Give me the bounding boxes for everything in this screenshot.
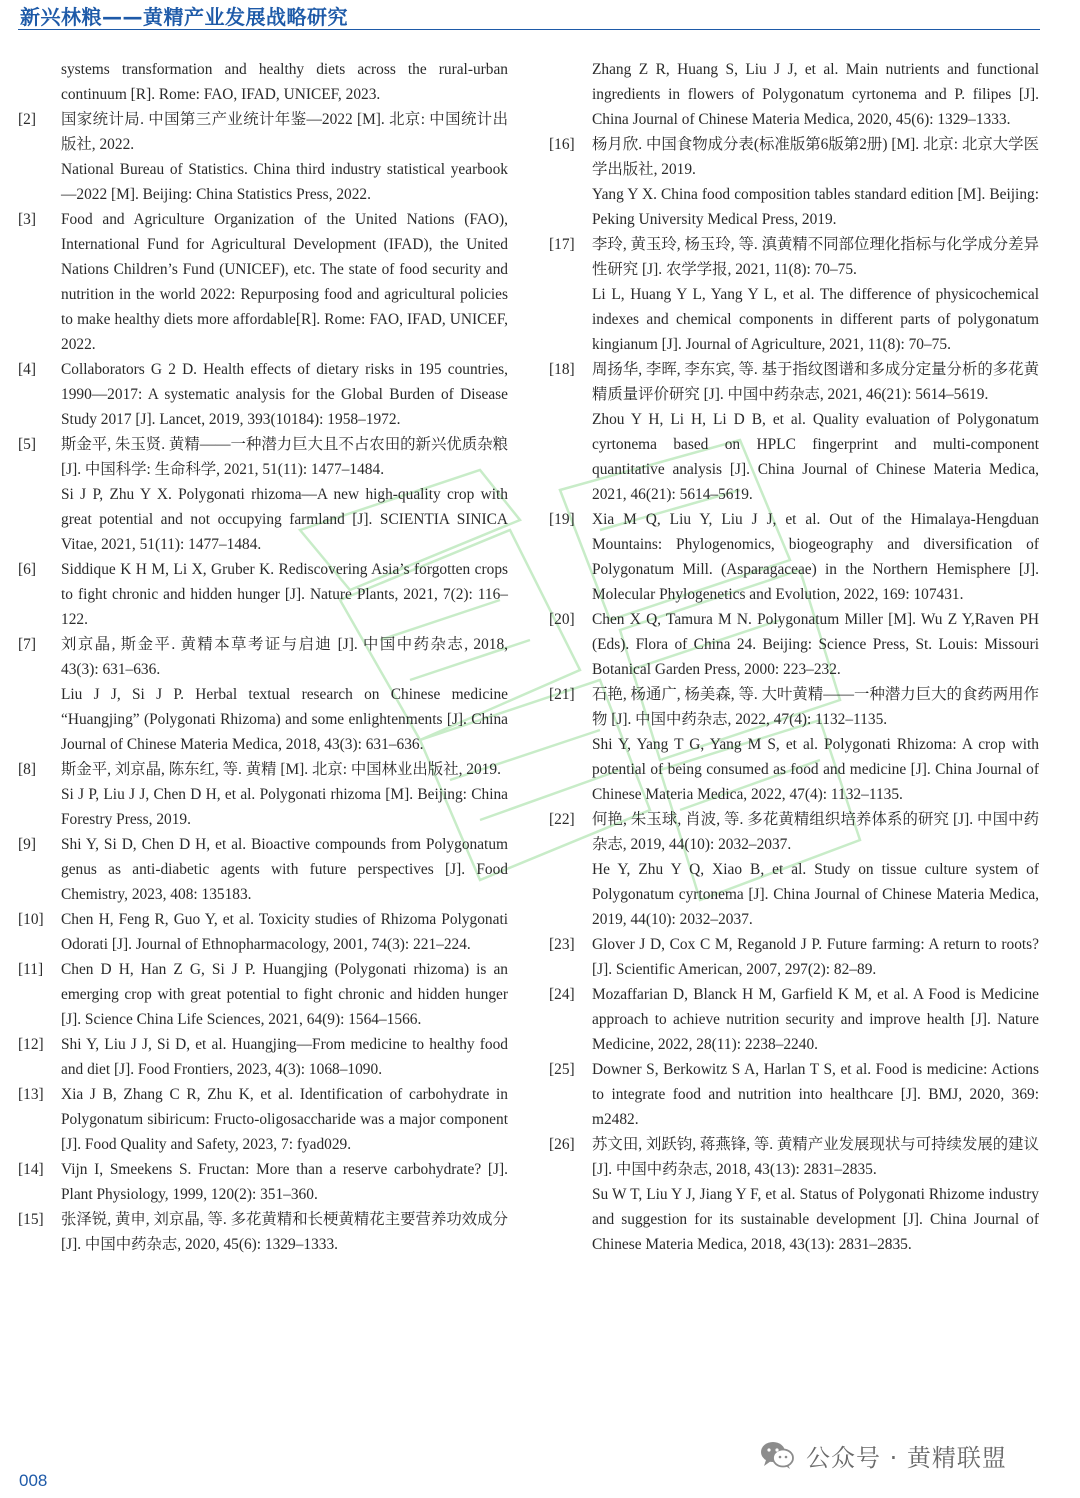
reference-number: [7]: [18, 636, 36, 653]
reference-entry: [18, 832, 508, 907]
reference-entry: [18, 557, 508, 632]
reference-text: Yang Y X. China food composition tables standard edition [M]. Beijing: Peking University Medical Press, 2019.: [592, 186, 1039, 228]
reference-body: [592, 1132, 1039, 1257]
reference-entry: [18, 207, 508, 357]
reference-text: He Y, Zhu Y Q, Xiao B, et al. Study on tissue culture system of Polygonatum cyrtonema [J]. China Journal of Chinese Materia Medica, 2019, 44(10): 2032–2037.: [592, 861, 1039, 928]
reference-entry: [549, 807, 1039, 932]
reference-number: [15]: [18, 1211, 44, 1228]
reference-number: [20]: [549, 611, 575, 628]
reference-number: [21]: [549, 686, 575, 703]
reference-entry: [18, 907, 508, 957]
reference-body: [61, 632, 508, 757]
reference-entry: [18, 57, 508, 107]
reference-text: Chen H, Feng R, Guo Y, et al. Toxicity studies of Rhizoma Polygonati Odorati [J]. Journal of Ethnopharmacology, 2001, 74(3): 221–224.: [61, 911, 508, 953]
reference-number: [11]: [18, 961, 44, 978]
reference-body: [592, 232, 1039, 357]
reference-entry: [18, 357, 508, 432]
reference-number: [6]: [18, 561, 36, 578]
reference-text: Su W T, Liu Y J, Jiang Y F, et al. Status of Polygonati Rhizome industry and suggestion for its sustainable development [J]. China Journal of Chinese Materia Medica, 2018, 43(13): 2831–2835.: [592, 1186, 1039, 1253]
reference-body: [61, 357, 508, 432]
reference-entry: [549, 57, 1039, 132]
reference-text: 周扬华, 李晖, 李东宾, 等. 基于指纹图谱和多成分定量分析的多花黄精质量评价研究 [J]. 中国中药杂志, 2021, 46(21): 5614–5619.: [592, 361, 1039, 403]
reference-text: National Bureau of Statistics. China third industry statistical yearbook—2022 [M]. Beijing: China Statistics Press, 2022.: [61, 161, 508, 203]
reference-number: [19]: [549, 511, 575, 528]
reference-number: [10]: [18, 911, 44, 928]
reference-entry: [18, 1207, 508, 1257]
reference-text: 苏文田, 刘跃钧, 蒋燕锋, 等. 黄精产业发展现状与可持续发展的建议 [J]. 中国中药杂志, 2018, 43(13): 2831–2835.: [592, 1136, 1039, 1178]
reference-number: [18]: [549, 361, 575, 378]
reference-body: [592, 357, 1039, 507]
reference-body: [61, 957, 508, 1032]
reference-text: Vijn I, Smeekens S. Fructan: More than a reserve carbohydrate? [J]. Plant Physiology, 1999, 120(2): 351–360.: [61, 1161, 508, 1203]
reference-text: 何艳, 朱玉球, 肖波, 等. 多花黄精组织培养体系的研究 [J]. 中国中药杂志, 2019, 44(10): 2032–2037.: [592, 811, 1039, 853]
reference-text: Zhou Y H, Li H, Li D B, et al. Quality evaluation of Polygonatum cyrtonema based on HPLC fingerprint and multi-component quantitative analysis [J]. China Journal of Chinese Materia Medica, 2021, 46(21): 5614–5619.: [592, 411, 1039, 503]
reference-text: 石艳, 杨通广, 杨美森, 等. 大叶黄精——一种潜力巨大的食药两用作物 [J]. 中国中药杂志, 2022, 47(4): 1132–1135.: [592, 686, 1039, 728]
reference-body: [61, 107, 508, 207]
reference-entry: [549, 357, 1039, 507]
reference-entry: [549, 232, 1039, 357]
reference-entry: [549, 132, 1039, 232]
reference-entry: [549, 982, 1039, 1057]
page-header: [0, 0, 1080, 34]
reference-body: [592, 932, 1039, 982]
reference-text: 斯金平, 朱玉贤. 黄精——一种潜力巨大且不占农田的新兴优质杂粮 [J]. 中国科学: 生命科学, 2021, 51(11): 1477–1484.: [61, 436, 508, 478]
reference-number: [4]: [18, 361, 36, 378]
reference-entry: [18, 432, 508, 557]
reference-number: [25]: [549, 1061, 575, 1078]
reference-body: [592, 982, 1039, 1057]
reference-body: [592, 1057, 1039, 1132]
reference-entry: [18, 1082, 508, 1157]
reference-text: Xia M Q, Liu Y, Liu J J, et al. Out of the Himalaya-Hengduan Mountains: Phylogenomics, biogeography and diversification of Polygonatum Mill. (Asparagaceae) in the Northern Hemisphere [J]. Molecular Phylogenetics and Evolution, 2022, 169: 107431.: [592, 511, 1039, 603]
reference-body: [61, 1157, 508, 1207]
reference-number: [3]: [18, 211, 36, 228]
reference-entry: [18, 632, 508, 757]
reference-entry: [18, 957, 508, 1032]
reference-entry: [549, 1132, 1039, 1257]
reference-body: [61, 57, 508, 107]
wechat-icon: [758, 1439, 796, 1471]
reference-text: 刘京晶, 斯金平. 黄精本草考证与启迪 [J]. 中国中药杂志, 2018, 43(3): 631–636.: [61, 636, 508, 678]
reference-number: [9]: [18, 836, 36, 853]
reference-number: [16]: [549, 136, 575, 153]
reference-text: 张泽锐, 黄申, 刘京晶, 等. 多花黄精和长梗黄精花主要营养功效成分 [J]. 中国中药杂志, 2020, 45(6): 1329–1333.: [61, 1211, 508, 1253]
reference-number: [14]: [18, 1161, 44, 1178]
reference-body: [61, 1032, 508, 1082]
reference-body: [61, 557, 508, 632]
reference-text: Zhang Z R, Huang S, Liu J J, et al. Main nutrients and functional ingredients in flowers of Polygonatum cyrtonema and P. filipes [J]. China Journal of Chinese Materia Medica, 2020, 45(6): 1329–1333.: [592, 61, 1039, 128]
reference-body: [61, 432, 508, 557]
reference-entry: [18, 107, 508, 207]
reference-number: [23]: [549, 936, 575, 953]
reference-text: Collaborators G 2 D. Health effects of dietary risks in 195 countries, 1990—2017: A systematic analysis for the Global Burden of Disease Study 2017 [J]. Lancet, 2019, 393(10184): 1958–1972.: [61, 361, 508, 428]
reference-number: [24]: [549, 986, 575, 1003]
reference-entry: [549, 932, 1039, 982]
reference-number: [22]: [549, 811, 575, 828]
reference-body: [61, 1207, 508, 1257]
reference-number: [5]: [18, 436, 36, 453]
reference-text: Chen D H, Han Z G, Si J P. Huangjing (Polygonati rhizoma) is an emerging crop with great potential to fight chronic and hidden hunger [J]. Science China Life Sciences, 2021, 64(9): 1564–1566.: [61, 961, 508, 1028]
reference-text: 国家统计局. 中国第三产业统计年鉴—2022 [M]. 北京: 中国统计出版社, 2022.: [61, 111, 508, 153]
reference-text: Liu J J, Si J P. Herbal textual research on Chinese medicine “Huangjing” (Polygonati Rhizoma) and some enlightenments [J]. China Journal of Chinese Materia Medica, 2018, 43(3): 631–636.: [61, 686, 508, 753]
reference-body: [61, 1082, 508, 1157]
reference-entry: [18, 1032, 508, 1082]
reference-text: Mozaffarian D, Blanck H M, Garfield K M, et al. A Food is Medicine approach to achieve nutrition security and improve health [J]. Nature Medicine, 2022, 28(11): 2238–2240.: [592, 986, 1039, 1053]
reference-text: Xia J B, Zhang C R, Zhu K, et al. Identification of carbohydrate in Polygonatum sibiricum: Fructo-oligosaccharide was a major component [J]. Food Quality and Safety, 2023, 7: fyad029.: [61, 1086, 508, 1153]
reference-body: [61, 207, 508, 357]
reference-body: [592, 807, 1039, 932]
footer-brand: [758, 1437, 1007, 1473]
reference-entry: [549, 682, 1039, 807]
header-rule: [18, 29, 1040, 30]
reference-body: [592, 607, 1039, 682]
reference-text: Shi Y, Liu J J, Si D, et al. Huangjing—From medicine to healthy food and diet [J]. Food Frontiers, 2023, 4(3): 1068–1090.: [61, 1036, 508, 1078]
reference-number: [8]: [18, 761, 36, 778]
reference-text: Li L, Huang Y L, Yang Y L, et al. The difference of physicochemical indexes and chemical components in different parts of polygonatum kingianum [J]. Journal of Agriculture, 2021, 11(8): 70–75.: [592, 286, 1039, 353]
reference-body: [592, 57, 1039, 132]
reference-text: Si J P, Zhu Y X. Polygonati rhizoma—A new high-quality crop with great potential and not occupying farmland [J]. SCIENTIA SINICA Vitae, 2021, 51(11): 1477–1484.: [61, 486, 508, 553]
reference-entry: [549, 607, 1039, 682]
reference-body: [61, 757, 508, 832]
left-reference-column: [18, 57, 508, 1257]
reference-text: Shi Y, Yang T G, Yang M S, et al. Polygonati Rhizoma: A crop with potential of being consumed as food and medicine [J]. China Journal of Chinese Materia Medica, 2022, 47(4): 1132–1135.: [592, 736, 1039, 803]
reference-entry: [549, 1057, 1039, 1132]
reference-body: [592, 132, 1039, 232]
reference-text: 李玲, 黄玉玲, 杨玉玲, 等. 滇黄精不同部位理化指标与化学成分差异性研究 [J]. 农学学报, 2021, 11(8): 70–75.: [592, 236, 1039, 278]
reference-number: [2]: [18, 111, 36, 128]
reference-number: [13]: [18, 1086, 44, 1103]
reference-text: Siddique K H M, Li X, Gruber K. Rediscovering Asia’s forgotten crops to fight chronic and hidden hunger [J]. Nature Plants, 2021, 7(2): 116–122.: [61, 561, 508, 628]
reference-body: [61, 907, 508, 957]
header-title: 新兴林粮——黄精产业发展战略研究: [20, 5, 348, 29]
reference-text: 斯金平, 刘京晶, 陈东红, 等. 黄精 [M]. 北京: 中国林业出版社, 2019.: [61, 761, 501, 778]
reference-body: [592, 507, 1039, 607]
right-reference-column: [549, 57, 1039, 1257]
reference-body: [61, 832, 508, 907]
reference-text: Downer S, Berkowitz S A, Harlan T S, et al. Food is medicine: Actions to integrate food and nutrition into healthcare [J]. BMJ, 2020, 369: m2482.: [592, 1061, 1039, 1128]
reference-text: Si J P, Liu J J, Chen D H, et al. Polygonati rhizoma [M]. Beijing: China Forestry Press, 2019.: [61, 786, 508, 828]
reference-entry: [18, 1157, 508, 1207]
reference-text: Glover J D, Cox C M, Reganold J P. Future farming: A return to roots? [J]. Scientific American, 2007, 297(2): 82–89.: [592, 936, 1039, 978]
reference-number: [26]: [549, 1136, 575, 1153]
reference-text: systems transformation and healthy diets across the rural-urban continuum [R]. Rome: FAO, IFAD, UNICEF, 2023.: [61, 61, 508, 103]
reference-number: [17]: [549, 236, 575, 253]
reference-body: [592, 682, 1039, 807]
reference-text: Shi Y, Si D, Chen D H, et al. Bioactive compounds from Polygonatum genus as anti-diabetic agents with future perspectives [J]. Food Chemistry, 2023, 408: 135183.: [61, 836, 508, 903]
reference-entry: [549, 507, 1039, 607]
reference-entry: [18, 757, 508, 832]
reference-text: Chen X Q, Tamura M N. Polygonatum Miller [M]. Wu Z Y,Raven PH (Eds). Flora of China 24. Beijing: Science Press, St. Louis: Missouri Botanical Garden Press, 2000: 223–232.: [592, 611, 1039, 678]
reference-text: 杨月欣. 中国食物成分表(标准版第6版第2册) [M]. 北京: 北京大学医学出版社, 2019.: [592, 136, 1039, 178]
page-number: 008: [19, 1471, 48, 1490]
reference-text: Food and Agriculture Organization of the United Nations (FAO), International Fund for Agricultural Development (IFAD), the United Nations Children’s Fund (UNICEF), etc. The state of food security and nutrition in the world 2022: Repurposing food and agricultural policies to make healthy diets more affordable[R]. Rome: FAO, IFAD, UNICEF, 2022.: [61, 211, 508, 353]
reference-number: [12]: [18, 1036, 44, 1053]
footer-brand-label: 公众号 · 黄精联盟: [806, 1443, 1007, 1472]
